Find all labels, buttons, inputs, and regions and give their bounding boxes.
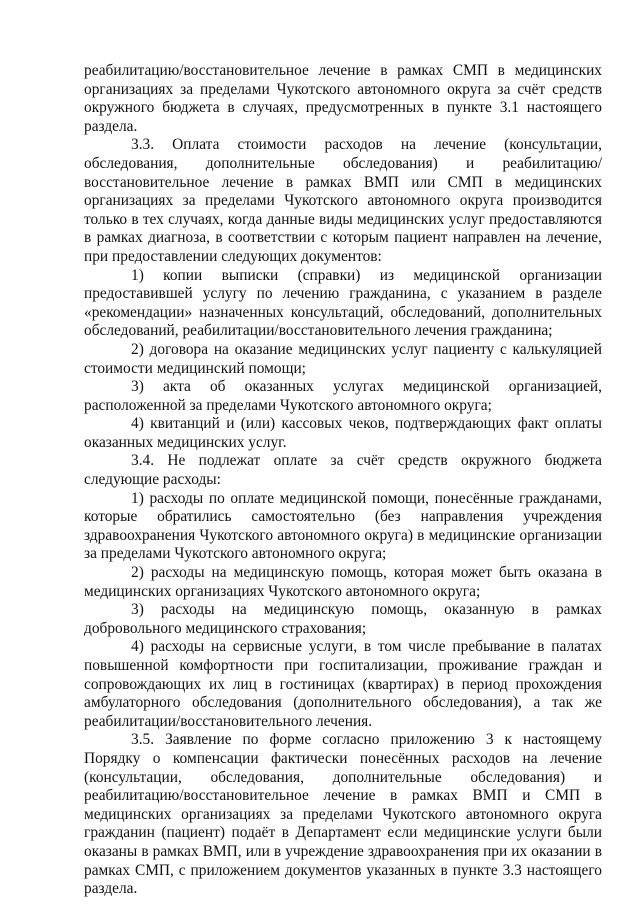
paragraph-continuation: реабилитацию/восстановительное лечение в рамках СМП в медицинских организациях за пределами Чукотского автономного округа за счёт средств окружного бюджета в случаях, предусмотренных в пункте 3.1 настоящего раздела. [84,62,602,135]
paragraph-3-5: 3.5. Заявление по форме согласно приложению 3 к настоящему Порядку о компенсации фактически понесённых расходов на лечение (консультации, обследования, дополнительные обследования) и реабилитацию/восстановительное лечение в рамках ВМП и СМП в медицинских организациях за пределами Чукотского автономного округа гражданин (пациент) подаёт в Департамент если медицинские услуги были оказаны в рамках ВМП, или в учреждение здравоохранения при их оказании в рамках СМП, с приложением документов указанных в пункте 3.3 настоящего раздела. [84,731,602,898]
paragraph-3-4: 3.4. Не подлежат оплате за счёт средств окружного бюджета следующие расходы: [84,452,602,489]
document-page [84,62,602,899]
paragraph-3-3-item-2: 2) договора на оказание медицинских услуг пациенту с калькуляцией стоимости медицинский помощи; [84,340,602,377]
paragraph-3-4-item-1: 1) расходы по оплате медицинской помощи, понесённые гражданами, которые обратились самостоятельно (без направления учреждения здравоохранения Чукотского автономного округа) в медицинские организации за пределами Чукотского автономного округа; [84,489,602,563]
paragraph-3-4-item-4: 4) расходы на сервисные услуги, в том числе пребывание в палатах повышенной комфортности при госпитализации, проживание граждан и сопровождающих их лиц в гостиницах (квартирах) в период прохождения амбулаторного обследования (дополнительного обследования), а так же реабилитации/восстановительного лечения. [84,638,602,730]
paragraph-3-4-item-3: 3) расходы на медицинскую помощь, оказанную в рамках добровольного медицинского страхования; [84,601,602,637]
paragraph-3-3-item-3: 3) акта об оказанных услугах медицинской организацией, расположенной за пределами Чукотского автономного округа; [84,378,602,414]
paragraph-3-3: 3.3. Оплата стоимости расходов на лечение (консультации, обследования, дополнительные обследования) и реабилитацию/восстановительное лечение в рамках ВМП или СМП в медицинских организациях за пределами Чукотского автономного округа производится только в тех случаях, когда данные виды медицинских услуг предоставляются в рамках диагноза, в соответствии с которым пациент направлен на лечение, при предоставлении следующих документов: [84,136,602,265]
paragraph-3-3-item-4: 4) квитанций и (или) кассовых чеков, подтверждающих факт оплаты оказанных медицинских услуг. [84,415,602,451]
paragraph-3-4-item-2: 2) расходы на медицинскую помощь, которая может быть оказана в медицинских организациях Чукотского автономного округа; [84,564,602,600]
paragraph-3-3-item-1: 1) копии выписки (справки) из медицинской организации предоставившей услугу по лечению гражданина, с указанием в разделе «рекомендации» назначенных консультаций, обследований, дополнительных обследований, реабилитации/восстановительного лечения гражданина; [84,266,602,340]
